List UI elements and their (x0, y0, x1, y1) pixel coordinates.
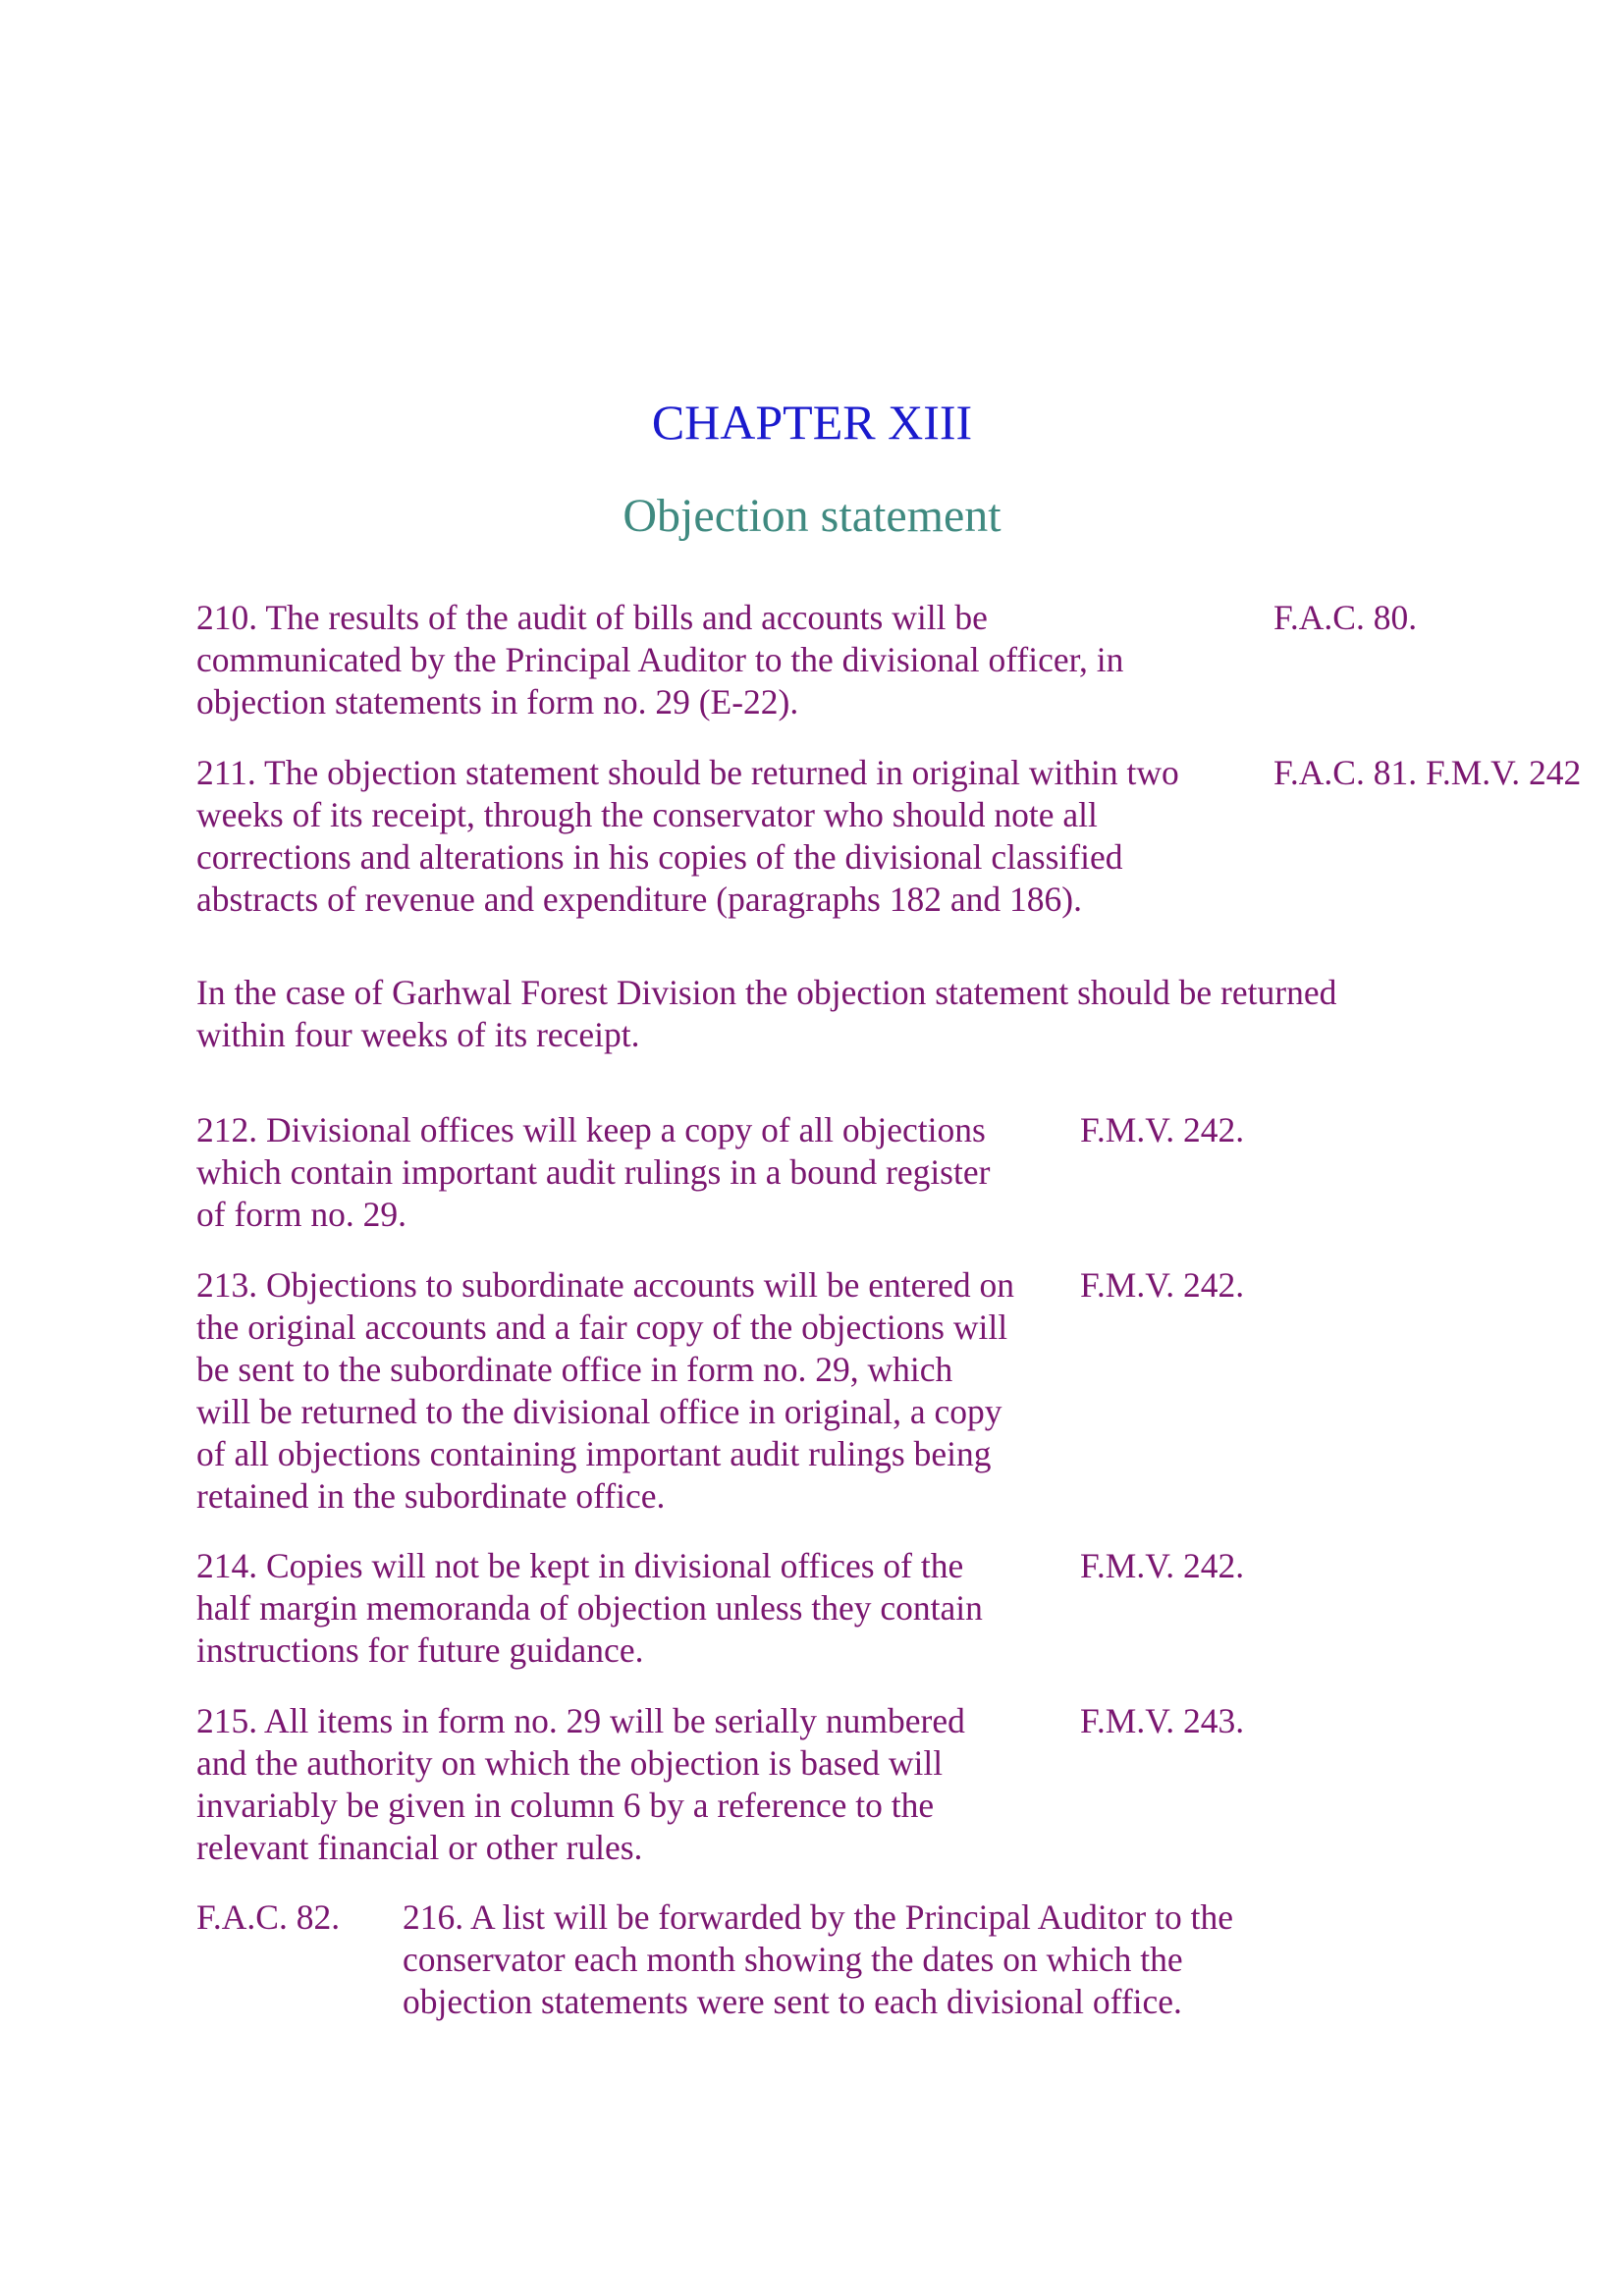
paragraph-line: and the authority on which the objection is based will (196, 1743, 944, 1783)
paragraph-line: corrections and alterations in his copies of the divisional classified (196, 837, 1123, 877)
paragraph-line: objection statements in form no. 29 (E-22). (196, 682, 799, 721)
paragraph-214 (196, 1545, 983, 1672)
paragraph-line: 212. Divisional offices will keep a copy of all objections (196, 1110, 986, 1149)
paragraph-line: within four weeks of its receipt. (196, 1015, 640, 1054)
paragraph-212 (196, 1109, 990, 1236)
paragraph-line: retained in the subordinate office. (196, 1476, 666, 1516)
paragraph-garhwal-note (196, 972, 1336, 1056)
paragraph-line: objection statements were sent to each divisional office. (403, 1982, 1182, 2021)
paragraph-line: instructions for future guidance. (196, 1630, 644, 1670)
paragraph-line: 215. All items in form no. 29 will be serially numbered (196, 1701, 965, 1740)
paragraph-line: of form no. 29. (196, 1195, 406, 1234)
paragraph-line: half margin memoranda of objection unless they contain (196, 1588, 983, 1628)
margin-reference: F.M.V. 242. (1080, 1110, 1245, 1149)
paragraph-line: 210. The results of the audit of bills and accounts will be (196, 598, 988, 637)
paragraph-215 (196, 1700, 965, 1869)
paragraph-line: which contain important audit rulings in a bound register (196, 1152, 991, 1192)
chapter-heading: CHAPTER XIII (651, 395, 973, 450)
paragraph-line: 214. Copies will not be kept in divisional offices of the (196, 1546, 964, 1585)
paragraph-line: be sent to the subordinate office in form no. 29, which (196, 1350, 953, 1389)
paragraph-line: the original accounts and a fair copy of the objections will (196, 1308, 1008, 1347)
paragraph-line: 216. A list will be forwarded by the Principal Auditor to the (403, 1897, 1233, 1937)
margin-reference: F.M.V. 243. (1080, 1701, 1245, 1740)
margin-reference: F.M.V. 242. (1080, 1546, 1245, 1585)
margin-reference: F.A.C. 81. F.M.V. 242 (1273, 753, 1582, 792)
paragraph-line: In the case of Garhwal Forest Division the objection statement should be returned (196, 973, 1337, 1012)
paragraph-line: 211. The objection statement should be returned in original within two (196, 753, 1179, 792)
margin-reference: F.A.C. 80. (1273, 598, 1418, 637)
paragraph-line: weeks of its receipt, through the conservator who should note all (196, 795, 1098, 834)
paragraph-line: will be returned to the divisional office in original, a copy (196, 1392, 1002, 1431)
paragraph-216 (403, 1896, 1233, 2023)
paragraph-line: conservator each month showing the dates on which the (403, 1940, 1183, 1979)
margin-reference: F.M.V. 242. (1080, 1265, 1245, 1305)
paragraph-211 (196, 752, 1179, 921)
margin-reference: F.A.C. 82. (196, 1897, 341, 1937)
paragraph-line: 213. Objections to subordinate accounts will be entered on (196, 1265, 1015, 1305)
paragraph-line: communicated by the Principal Auditor to the divisional officer, in (196, 640, 1124, 679)
paragraph-210 (196, 597, 1123, 723)
paragraph-line: abstracts of revenue and expenditure (paragraphs 182 and 186). (196, 880, 1082, 919)
paragraph-213 (196, 1264, 1014, 1518)
paragraph-line: invariably be given in column 6 by a reference to the (196, 1786, 935, 1825)
section-title: Objection statement (623, 490, 1001, 542)
paragraph-line: of all objections containing important audit rulings being (196, 1434, 992, 1473)
paragraph-line: relevant financial or other rules. (196, 1828, 643, 1867)
